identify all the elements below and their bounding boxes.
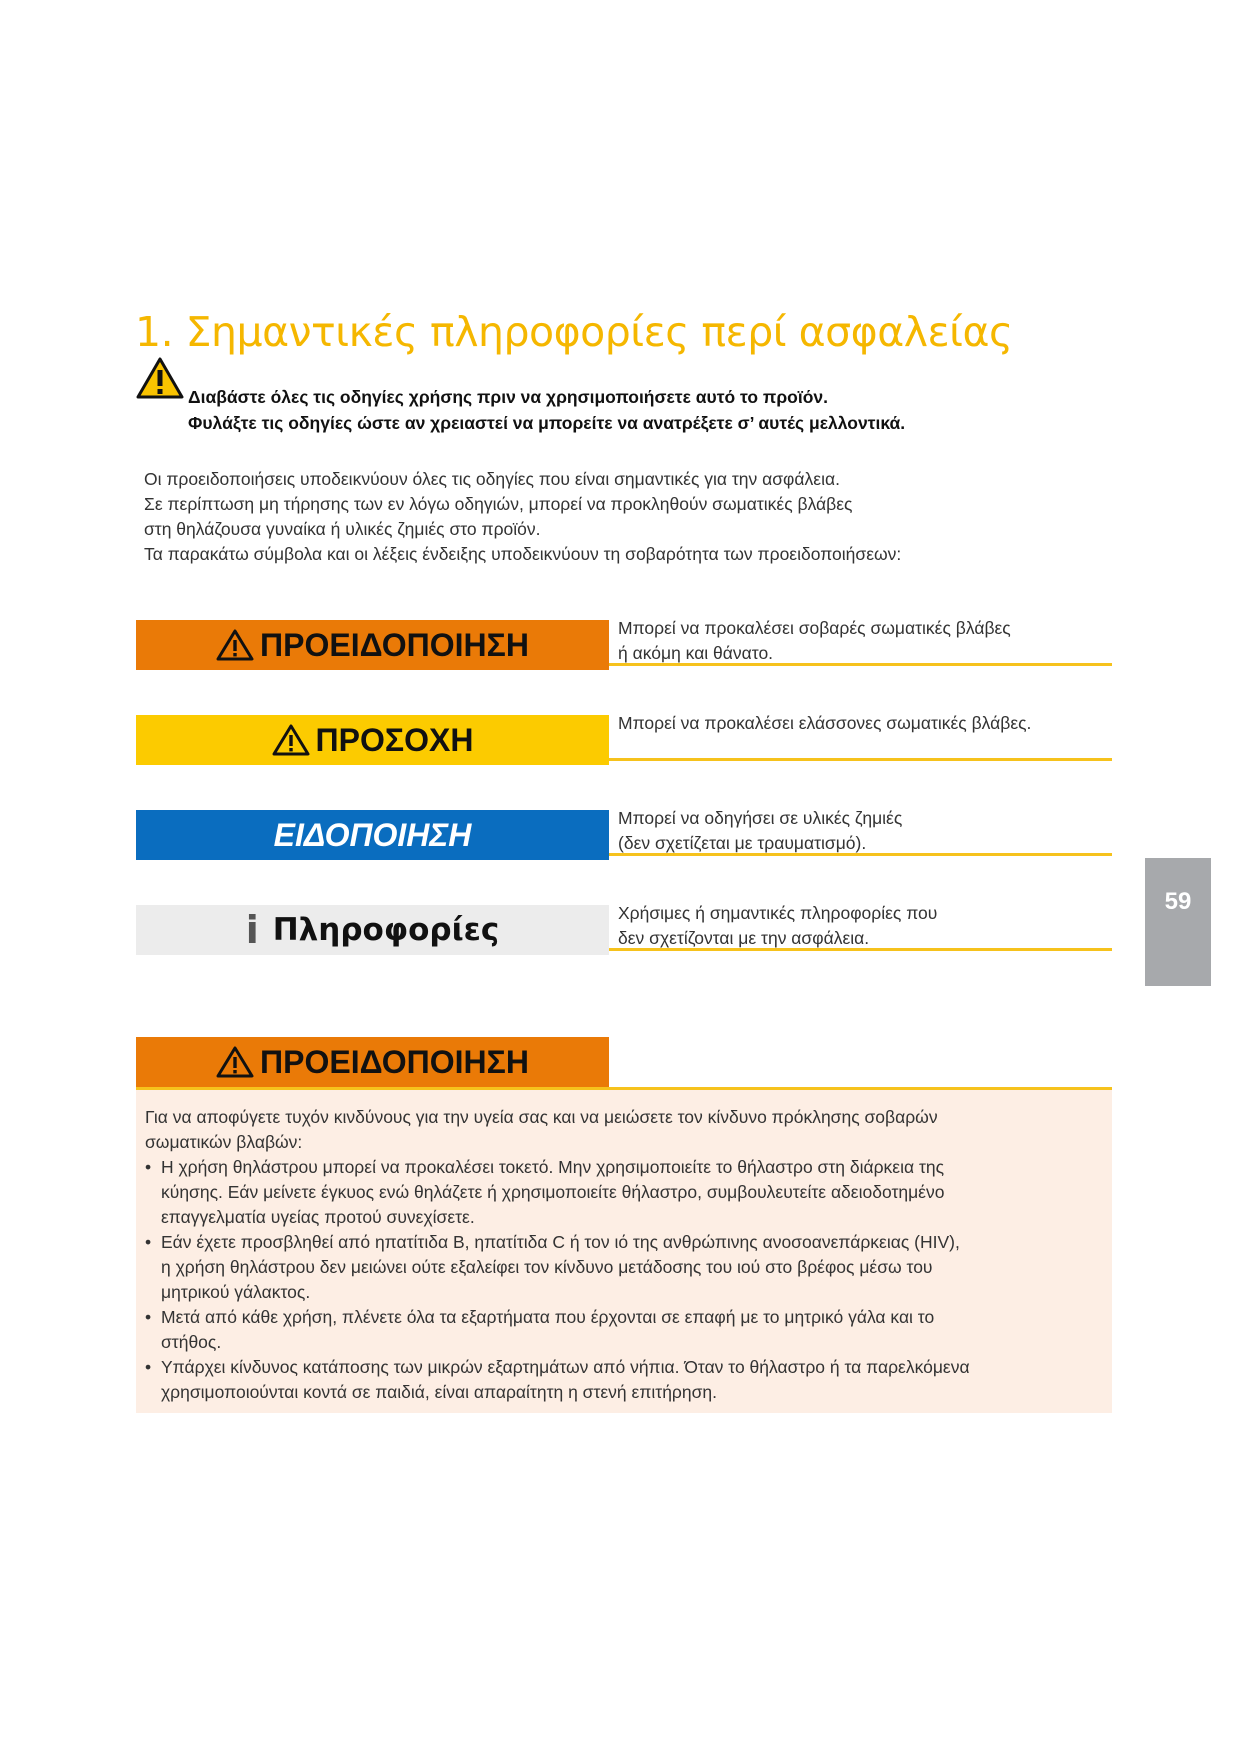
warning-triangle-icon [216, 1045, 254, 1079]
description-line: δεν σχετίζονται με την ασφάλεια. [618, 928, 870, 948]
warning-intro-line: σωματικών βλαβών: [145, 1132, 303, 1152]
warning-triangle-icon [272, 723, 310, 757]
description-line: Μπορεί να οδηγήσει σε υλικές ζημιές [618, 808, 903, 828]
warning-label [136, 620, 609, 670]
list-item-line: χρησιμοποιούνται κοντά σε παιδιά, είναι απαραίτητη η στενή επιτήρηση. [161, 1382, 718, 1402]
caution-label [136, 715, 609, 765]
list-item-line: • Υπάρχει κίνδυνος κατάποσης των μικρών εξαρτημάτων από νήπια. Όταν το θήλαστρο ή τα παρελκόμενα [161, 1357, 970, 1377]
info-icon: i [245, 908, 259, 952]
warning-block-label-text: ΠΡΟΕΙΔΟΠΟΙΗΣΗ [260, 1043, 529, 1080]
description-line: Μπορεί να προκαλέσει σοβαρές σωματικές βλάβες [618, 618, 1011, 638]
list-item-line: επαγγελματία υγείας προτού συνεχίσετε. [161, 1207, 475, 1227]
list-item [145, 1155, 1105, 1230]
intro-notice [188, 384, 905, 436]
intro-line: Φυλάξτε τις οδηγίες ώστε αν χρειαστεί να μπορείτε να ανατρέξετε σ’ αυτές μελλοντικά. [188, 413, 906, 433]
divider [136, 1087, 1112, 1090]
warning-description [609, 616, 1112, 666]
page-number-tab [1145, 858, 1211, 986]
notice-label-text: ΕΙΔΟΠΟΙΗΣΗ [273, 816, 472, 853]
intro-line: Διαβάστε όλες τις οδηγίες χρήσης πριν να χρησιμοποιήσετε αυτό το προϊόν. [188, 387, 828, 407]
info-label [136, 905, 609, 955]
paragraph-line: Τα παρακάτω σύμβολα και οι λέξεις ένδειξης υποδεικνύουν τη σοβαρότητα των προειδοποιήσεων: [144, 544, 902, 564]
paragraph-line: Οι προειδοποιήσεις υποδεικνύουν όλες τις οδηγίες που είναι σημαντικές για την ασφάλεια. [144, 469, 840, 489]
warning-list [145, 1155, 1105, 1405]
page-number: 59 [1164, 888, 1192, 915]
description-line: (δεν σχετίζεται με τραυματισμό). [618, 833, 867, 853]
description-line: ή ακόμη και θάνατο. [618, 643, 774, 663]
description-line: Μπορεί να προκαλέσει ελάσσονες σωματικές βλάβες. [618, 713, 1032, 733]
paragraph-line: στη θηλάζουσα γυναίκα ή υλικές ζημιές στο προϊόν. [144, 519, 541, 539]
list-item-line: • Η χρήση θηλάστρου μπορεί να προκαλέσει τοκετό. Μην χρησιμοποιείτε το θήλαστρο στη διάρκεια της [161, 1157, 945, 1177]
paragraph-line: Σε περίπτωση μη τήρησης των εν λόγω οδηγιών, μπορεί να προκληθούν σωματικές βλάβες [144, 494, 853, 514]
caution-label-text: ΠΡΟΣΟΧΗ [315, 721, 474, 758]
info-label-text: Πληροφορίες [272, 912, 500, 948]
list-item-line: μητρικού γάλακτος. [161, 1282, 311, 1302]
warning-label-text: ΠΡΟΕΙΔΟΠΟΙΗΣΗ [260, 626, 529, 663]
list-item-line: • Εάν έχετε προσβληθεί από ηπατίτιδα Β, ηπατίτιδα C ή τον ιό της ανθρώπινης ανοσοανεπάρκειας (HIV), [161, 1232, 960, 1252]
notice-label [136, 810, 609, 860]
description-line: Χρήσιμες ή σημαντικές πληροφορίες που [618, 903, 938, 923]
warning-body [145, 1105, 1105, 1405]
notice-description [609, 806, 1112, 856]
list-item-line: στήθος. [161, 1332, 222, 1352]
list-item-line: κύησης. Εάν μείνετε έγκυος ενώ θηλάζετε ή χρησιμοποιείτε θήλαστρο, συμβουλευτείτε αδειοδοτημένο [161, 1182, 945, 1202]
info-description [609, 901, 1112, 951]
intro-paragraph [144, 467, 901, 567]
warning-intro-line: Για να αποφύγετε τυχόν κινδύνους για την υγεία σας και να μειώσετε τον κίνδυνο πρόκλησης σοβαρών [145, 1107, 938, 1127]
list-item [145, 1355, 1105, 1405]
page-title: 1. Σημαντικές πληροφορίες περί ασφαλείας [135, 308, 1013, 356]
list-item-line: • Μετά από κάθε χρήση, πλένετε όλα τα εξαρτήματα που έρχονται σε επαφή με το μητρικό γάλα και το [161, 1307, 935, 1327]
warning-block-label [136, 1037, 609, 1087]
list-item [145, 1230, 1105, 1305]
warning-triangle-icon [136, 356, 184, 400]
list-item [145, 1305, 1105, 1355]
list-item-line: η χρήση θηλάστρου δεν μειώνει ούτε εξαλείφει τον κίνδυνο μετάδοσης του ιού στο βρέφος μέσω του [161, 1257, 933, 1277]
warning-triangle-icon [216, 628, 254, 662]
caution-description [609, 711, 1112, 761]
